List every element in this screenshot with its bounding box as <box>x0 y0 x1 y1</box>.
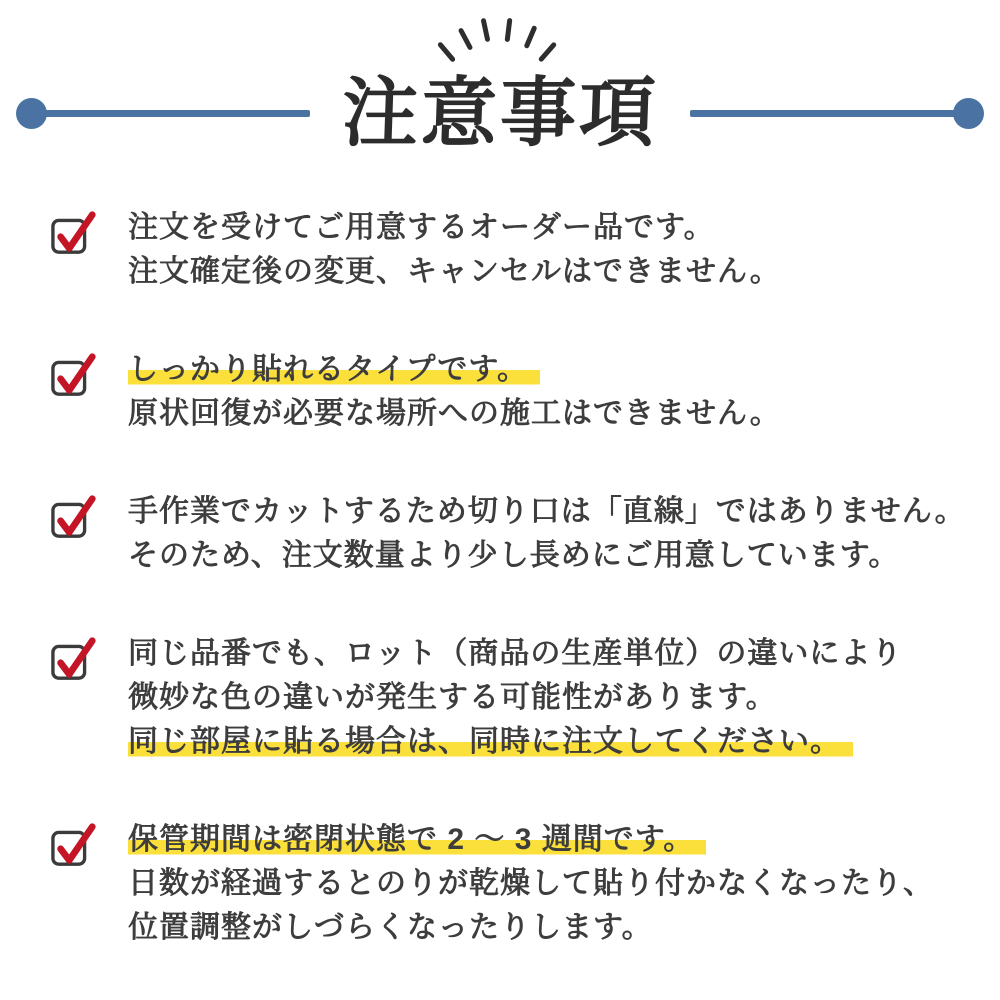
note-item <box>50 818 952 950</box>
note-text: 注文を受けてご用意するオーダー品です。 <box>128 211 715 244</box>
page-title: 注意事項 <box>340 71 660 156</box>
notes-list <box>0 206 1000 950</box>
rule-dot-right <box>953 98 984 129</box>
note-text-block <box>128 348 781 436</box>
note-text-block <box>128 490 966 578</box>
note-text-block <box>128 206 781 294</box>
ray-stroke <box>481 18 491 43</box>
checked-checkbox-icon <box>50 350 100 398</box>
note-line <box>128 676 902 720</box>
note-item <box>50 632 952 764</box>
note-text: 原状回復が必要な場所への施工はできません。 <box>128 397 781 430</box>
header <box>0 0 1000 166</box>
title-rule-left <box>16 98 310 129</box>
ray-stroke <box>437 41 456 63</box>
note-line <box>128 392 781 436</box>
highlighted-note-text: 保管期間は密閉状態で 2 〜 3 週間です。 <box>128 823 706 856</box>
note-text: そのため、注文数量より少し長めにご用意しています。 <box>128 539 900 572</box>
note-text: 微妙な色の違いが発生する可能性があります。 <box>128 681 777 714</box>
highlighted-note-text: しっかり貼れるタイプです。 <box>128 353 540 386</box>
rule-bar-left <box>41 110 310 117</box>
note-text: 位置調整がしづらくなったりします。 <box>128 911 653 944</box>
note-item <box>50 206 952 294</box>
note-line <box>128 206 781 250</box>
note-item <box>50 490 966 578</box>
rule-bar-right <box>690 110 959 117</box>
title-rule-right <box>690 98 984 129</box>
ray-stroke <box>458 27 474 51</box>
note-line <box>128 818 934 862</box>
emphasis-rays-icon <box>438 16 570 68</box>
checked-checkbox-icon <box>50 208 100 256</box>
note-text-block <box>128 632 902 764</box>
note-line <box>128 348 781 392</box>
checked-checkbox-icon <box>50 634 100 682</box>
note-line <box>128 906 934 950</box>
ray-stroke <box>538 41 558 62</box>
note-item <box>50 348 952 436</box>
note-line <box>128 720 902 764</box>
note-line <box>128 632 902 676</box>
ray-stroke <box>524 25 538 49</box>
note-text: 注文確定後の変更、キャンセルはできません。 <box>128 255 781 288</box>
note-text: 日数が経過するとのりが乾燥して貼り付かなくなったり、 <box>128 867 934 900</box>
note-text-block <box>128 818 934 950</box>
note-text: 手作業でカットするため切り口は「直線」ではありません。 <box>128 495 966 528</box>
checked-checkbox-icon <box>50 492 100 540</box>
note-line <box>128 250 781 294</box>
note-line <box>128 534 966 578</box>
checked-checkbox-icon <box>50 820 100 868</box>
highlighted-note-text: 同じ部屋に貼る場合は、同時に注文してください。 <box>128 725 853 758</box>
title-row <box>0 72 1000 156</box>
ray-stroke <box>505 18 513 42</box>
note-line <box>128 490 966 534</box>
note-line <box>128 862 934 906</box>
note-text: 同じ品番でも、ロット（商品の生産単位）の違いにより <box>128 637 903 670</box>
